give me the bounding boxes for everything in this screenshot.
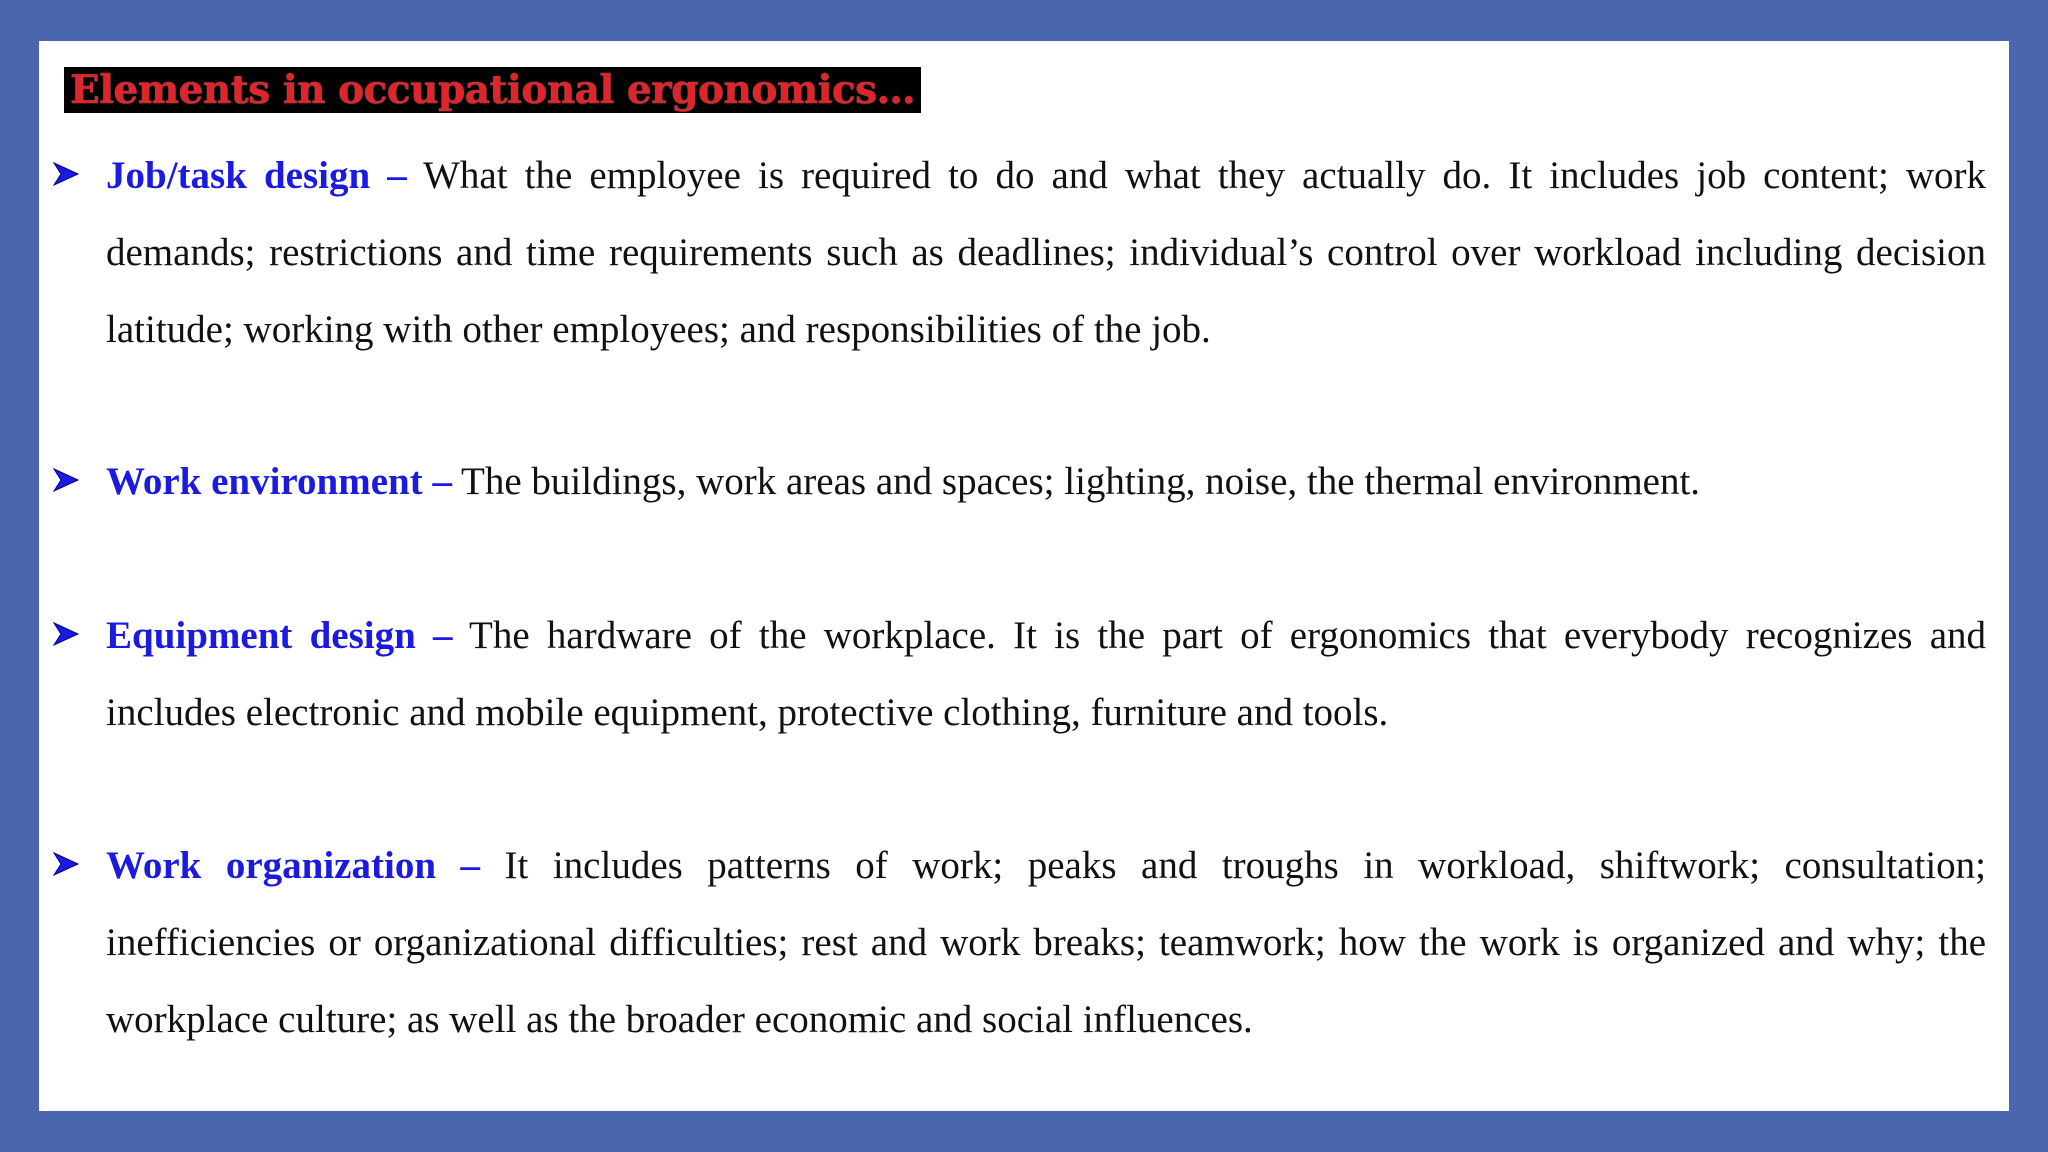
bullet-description: The buildings, work areas and spaces; lighting, noise, the thermal environment. <box>461 460 1701 503</box>
bullet-term: Work environment – <box>106 460 452 503</box>
slide <box>39 41 2009 1111</box>
bullet-text <box>106 597 1986 751</box>
title-banner <box>64 67 921 113</box>
bullet-term: Job/task design – <box>106 154 407 197</box>
arrow-bullet-icon <box>51 619 81 649</box>
bullet-text <box>106 443 1986 520</box>
bullet-text <box>106 827 1986 1058</box>
bullet-text <box>106 137 1986 368</box>
arrow-bullet-icon <box>51 159 81 189</box>
bullet-description: What the employee is required to do and what they actually do. It includes job content; work demands; restrictions and time requirements such as deadlines; individual’s control over workload including decision latitude; working with other employees; and responsibilities of the job. <box>106 154 1986 351</box>
bullet-description: It includes patterns of work; peaks and troughs in workload, shiftwork; consultation; inefficiencies or organizational difficulties; rest and work breaks; teamwork; how the work is organized and why; the workplace culture; as well as the broader economic and social influences. <box>106 844 1986 1041</box>
slide-title: Elements in occupational ergonomics… <box>70 67 916 113</box>
arrow-bullet-icon <box>51 849 81 879</box>
bullet-term: Work organization – <box>106 844 481 887</box>
bullet-description: The hardware of the workplace. It is the part of ergonomics that everybody recognizes and includes electronic and mobile equipment, protective clothing, furniture and tools. <box>106 614 1986 734</box>
bullet-term: Equipment design – <box>106 614 453 657</box>
arrow-bullet-icon <box>51 465 81 495</box>
